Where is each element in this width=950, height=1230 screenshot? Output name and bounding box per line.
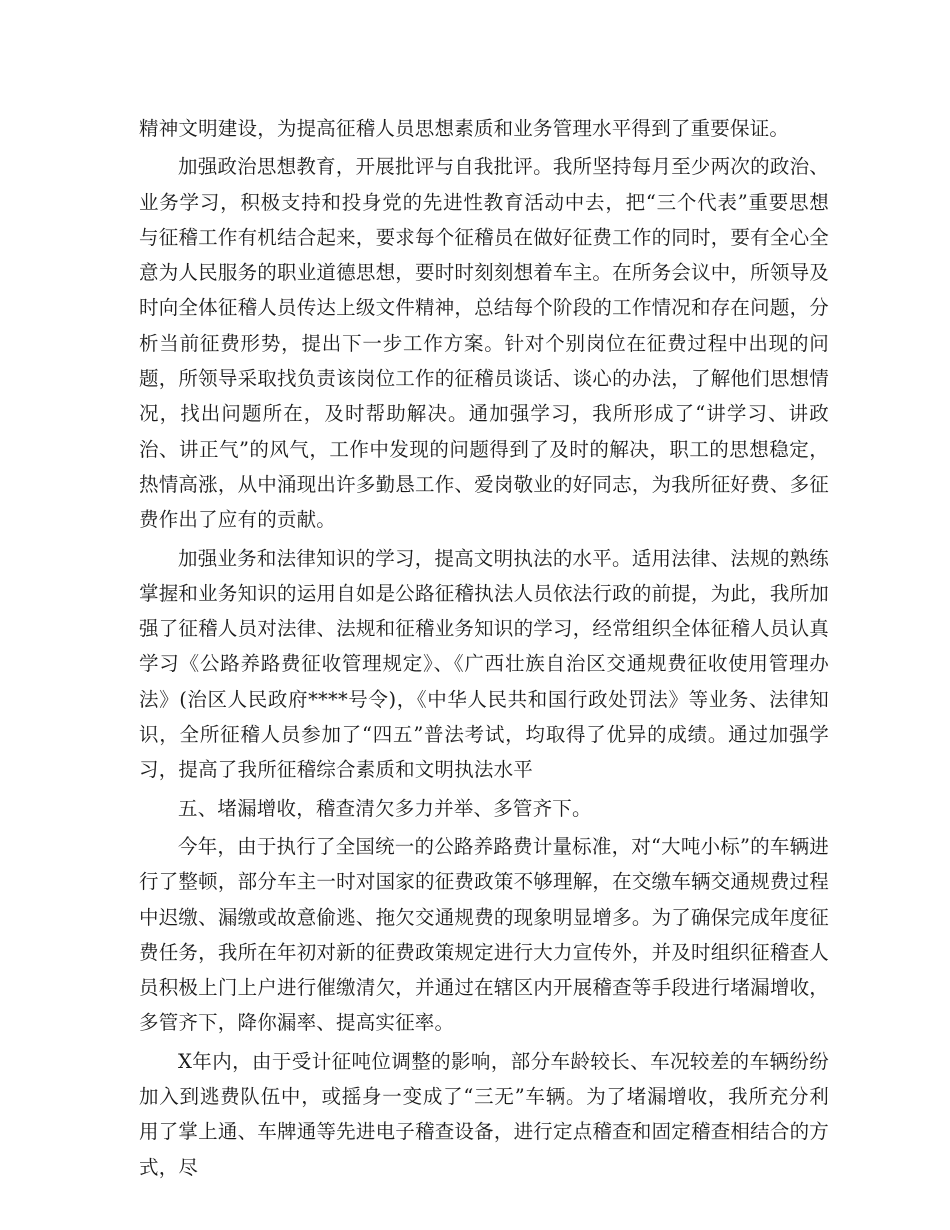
- paragraph-3: 加强业务和法律知识的学习，提高文明执法的水平。适用法律、法规的熟练掌握和业务知识的运用自如是公路征稽执法人员依法行政的前提，为此，我所加强了征稽人员对法律、法规和征稽业务知识的学习，经常组织全体征稽人员认真学习《公路养路费征收管理规定》、《广西壮族自治区交通规费征收使用管理办法》(治区人民政府****号令)，《中华人民共和国行政处罚法》等业务、法律知识，全所征稽人员参加了“四五”普法考试，均取得了优异的成绩。通过加强学习，提高了我所征稽综合素质和文明执法水平: [139, 546, 829, 782]
- paragraph-5: X年内，由于受计征吨位调整的影响，部分车龄较长、车况较差的车辆纷纷加入到逃费队伍中，或摇身一变成了“三无”车辆。为了堵漏增收，我所充分利用了掌上通、车牌通等先进电子稽查设备，进行定点稽查和固定稽查相结合的方式，尽: [139, 1049, 829, 1179]
- section-heading-5: 五、堵漏增收，稽查清欠多力并举、多管齐下。: [178, 796, 592, 820]
- paragraph-4: 今年，由于执行了全国统一的公路养路费计量标准，对“大吨小标”的车辆进行了整顿，部分车主一时对国家的征费政策不够理解，在交缴车辆交通规费过程中迟缴、漏缴或故意偷逃、拖欠交通规费的现象明显增多。为了确保完成年度征费任务，我所在年初对新的征费政策规定进行大力宣传外，并及时组织征稽查人员积极上门上户进行催缴清欠，并通过在辖区内开展稽查等手段进行堵漏增收，多管齐下，降你漏率、提高实征率。: [139, 834, 829, 1035]
- paragraph-1: 精神文明建设，为提高征稽人员思想素质和业务管理水平得到了重要保证。: [139, 117, 790, 140]
- document-page: [139, 111, 829, 1185]
- paragraph-2: 加强政治思想教育，开展批评与自我批评。我所坚持每月至少两次的政治、业务学习，积极支持和投身党的先进性教育活动中去，把“三个代表”重要思想与征稽工作有机结合起来，要求每个征稽员在做好征费工作的同时，要有全心全意为人民服务的职业道德思想，要时时刻刻想着车主。在所务会议中，所领导及时向全体征稽人员传达上级文件精神，总结每个阶段的工作情况和存在问题，分析当前征费形势，提出下一步工作方案。针对个别岗位在征费过程中出现的问题，所领导采取找负责该岗位工作的征稽员谈话、谈心的办法，了解他们思想情况，找出问题所在，及时帮助解决。通加强学习，我所形成了“讲学习、讲政治、讲正气”的风气，工作中发现的问题得到了及时的解决，职工的思想稳定，热情高涨，从中涌现出许多勤恳工作、爱岗敬业的好同志，为我所征好费、多征费作出了应有的贡献。: [139, 155, 829, 532]
